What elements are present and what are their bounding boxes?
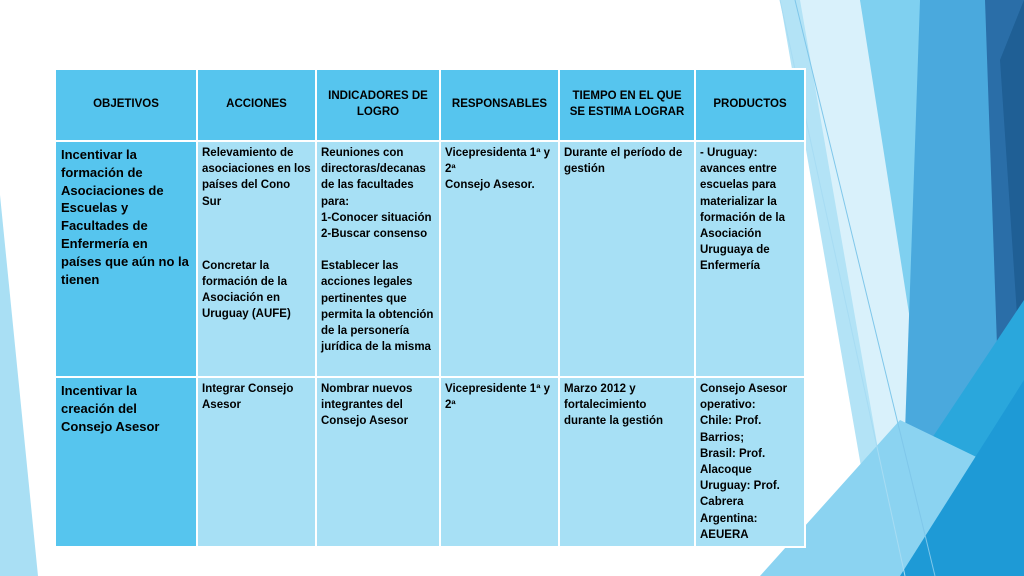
cell-text: 2-Buscar consenso [321, 228, 428, 241]
header-responsables: RESPONSABLES [441, 70, 558, 140]
table-row [56, 378, 804, 546]
cell-indicadores [317, 142, 439, 376]
header-productos: PRODUCTOS [696, 70, 804, 140]
cell-acciones [198, 142, 315, 376]
table-row [56, 142, 804, 376]
table-header-row [56, 70, 804, 140]
cell-text: Consejo Asesor. [445, 179, 535, 192]
cell-productos: - Uruguay: avances entre escuelas para materializar la formación de la Asociación Uruguaya de Enfermería [696, 142, 804, 376]
cell-responsables [441, 142, 558, 376]
cell-objetivo: Incentivar la creación del Consejo Asesor [56, 378, 196, 546]
cell-productos [696, 378, 804, 546]
left-accent-shape [0, 195, 38, 576]
header-tiempo: TIEMPO EN EL QUE SE ESTIMA LOGRAR [560, 70, 694, 140]
planning-table [54, 68, 806, 548]
header-objetivos: OBJETIVOS [56, 70, 196, 140]
cell-text: Consejo Asesor operativo: [700, 383, 788, 412]
cell-text: 1-Conocer situación [321, 211, 432, 224]
cell-text: Argentina: AEUERA [700, 512, 758, 541]
cell-text: Relevamiento de asociaciones en los países del Cono Sur [202, 147, 311, 208]
cell-indicadores: Nombrar nuevos integrantes del Consejo Asesor [317, 378, 439, 546]
header-indicadores: INDICADORES DE LOGRO [317, 70, 439, 140]
cell-responsables: Vicepresidente 1ª y 2ª [441, 378, 558, 546]
cell-acciones: Integrar Consejo Asesor [198, 378, 315, 546]
cell-tiempo: Durante el período de gestión [560, 142, 694, 376]
cell-text: Concretar la formación de la Asociación en Uruguay (AUFE) [202, 259, 291, 321]
header-acciones: ACCIONES [198, 70, 315, 140]
cell-text: Uruguay: Prof. Cabrera [700, 480, 780, 509]
cell-text: Chile: Prof. Barrios; [700, 415, 762, 444]
cell-tiempo: Marzo 2012 y fortalecimiento durante la gestión [560, 378, 694, 546]
cell-text: Brasil: Prof. Alacoque [700, 447, 766, 477]
cell-objetivo: Incentivar la formación de Asociaciones de Escuelas y Facultades de Enfermería en países que aún no la tienen [56, 142, 196, 376]
cell-text: Vicepresidenta 1ª y 2ª [445, 147, 551, 176]
cell-text: Establecer las acciones legales pertinentes que permita la obtención de la personería jurídica de la misma [321, 260, 434, 354]
cell-text: Reuniones con directoras/decanas de las facultades para: [321, 147, 426, 208]
